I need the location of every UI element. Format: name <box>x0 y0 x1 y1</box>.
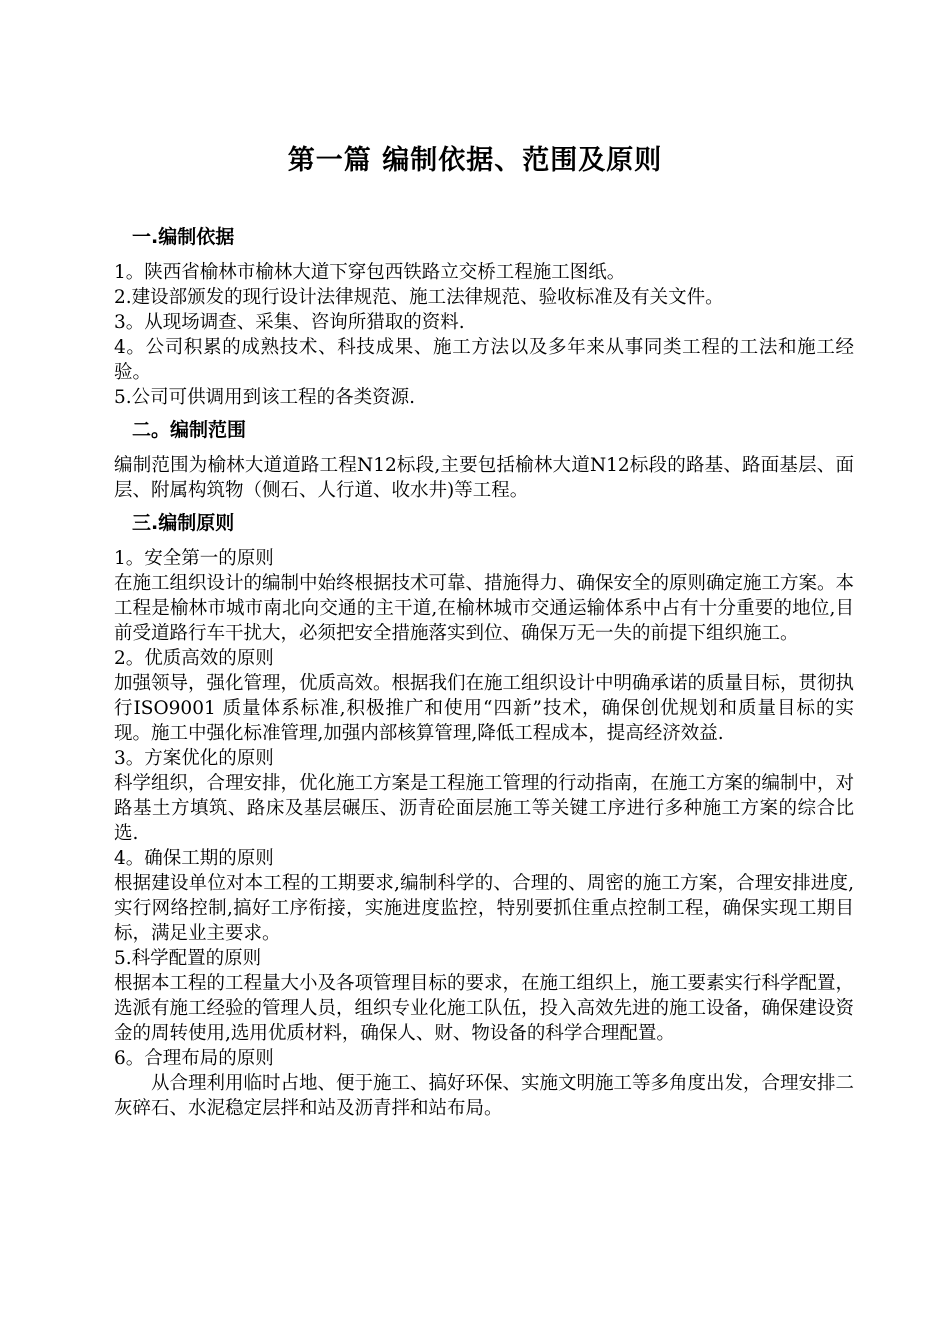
paragraph: 4。公司积累的成熟技术、科技成果、施工方法以及多年来从事同类工程的工法和施工经验。 <box>114 337 854 383</box>
section-principles <box>114 506 854 1121</box>
section-heading: 一.编制依据 <box>132 226 235 248</box>
paragraph: 在施工组织设计的编制中始终根据技术可靠、措施得力、确保安全的原则确定施工方案。本工程是榆林市城市南北向交通的主干道,在榆林城市交通运输体系中占有十分重要的地位,目前受道路行车干扰大，必须把安全措施落实到位、确保万无一失的前提下组织施工。 <box>114 573 855 644</box>
paragraph: 根据建设单位对本工程的工期要求,编制科学的、合理的、周密的施工方案，合理安排进度,实行网络控制,搞好工序衔接，实施进度监控，特别要抓住重点控制工程，确保实现工期目标，满足业主要求。 <box>114 873 854 944</box>
section-scope <box>114 413 854 503</box>
section-heading: 二。编制范围 <box>132 419 247 441</box>
paragraph: 2.建设部颁发的现行设计法律规范、施工法律规范、验收标准及有关文件。 <box>114 287 724 308</box>
paragraph: 1。陕西省榆林市榆林大道下穿包西铁路立交桥工程施工图纸。 <box>114 262 626 283</box>
paragraph: 根据本工程的工程量大小及各项管理目标的要求，在施工组织上，施工要素实行科学配置，选派有施工经验的管理人员，组织专业化施工队伍，投入高效先进的施工设备，确保建设资金的周转使用,选用优质材料，确保人、财、物设备的科学合理配置。 <box>114 973 855 1044</box>
paragraph: 编制范围为榆林大道道路工程N12标段,主要包括榆林大道N12标段的路基、路面基层、面层、附属构筑物（侧石、人行道、收水井)等工程。 <box>114 455 854 501</box>
section-heading: 三.编制原则 <box>132 512 235 534</box>
principle-title: 4。确保工期的原则 <box>114 848 274 869</box>
section-basis <box>114 220 854 410</box>
paragraph: 科学组织，合理安排，优化施工方案是工程施工管理的行动指南，在施工方案的编制中，对路基土方填筑、路床及基层碾压、沥青砼面层施工等关键工序进行多种施工方案的综合比选. <box>114 773 855 844</box>
paragraph: 3。从现场调查、采集、咨询所猎取的资料. <box>114 312 465 333</box>
document-body <box>114 220 854 1121</box>
paragraph: 5.公司可供调用到该工程的各类资源. <box>114 387 416 408</box>
page-title: 第一篇 编制依据、范围及原则 <box>287 145 663 176</box>
principle-title: 1。安全第一的原则 <box>114 548 274 569</box>
principle-title: 2。优质高效的原则 <box>114 648 274 669</box>
paragraph: 从合理利用临时占地、便于施工、搞好环保、实施文明施工等多角度出发，合理安排二灰碎石、水泥稳定层拌和站及沥青拌和站布局。 <box>114 1073 855 1119</box>
principle-title: 6。合理布局的原则 <box>114 1048 274 1069</box>
paragraph: 加强领导，强化管理，优质高效。根据我们在施工组织设计中明确承诺的质量目标，贯彻执行ISO9001 质量体系标准,积极推广和使用“四新”技术，确保创优规划和质量目标的实现。施工中强化标准管理,加强内部核算管理,降低工程成本，提高经济效益. <box>114 673 855 744</box>
principle-title: 5.科学配置的原则 <box>114 948 262 969</box>
principle-title: 3。方案优化的原则 <box>114 748 274 769</box>
